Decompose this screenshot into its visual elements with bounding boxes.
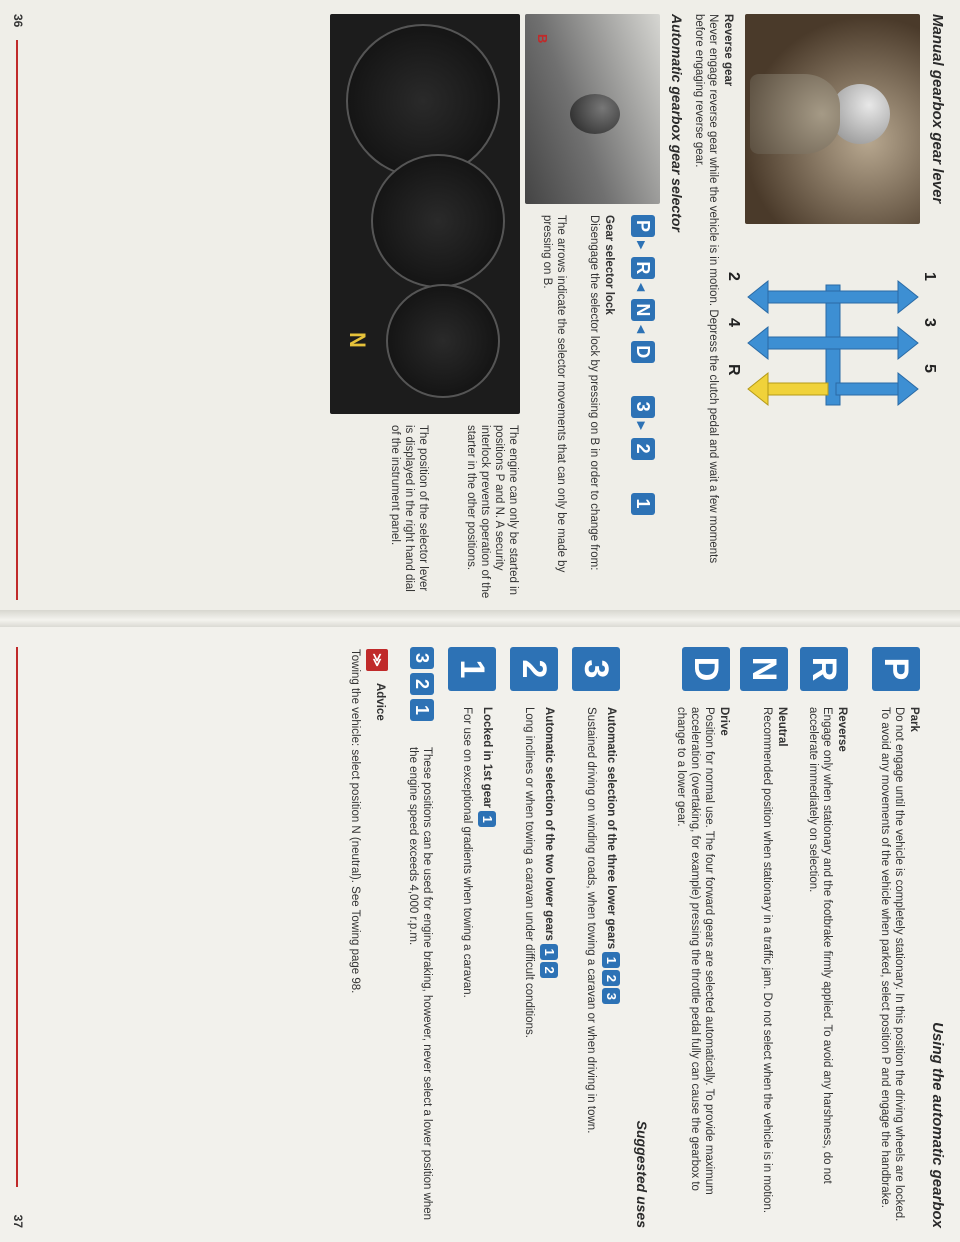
gear-2-label: 2	[725, 272, 742, 281]
fuel-temp-dial	[386, 284, 500, 398]
two-gears-text: Long inclines or when towing a caravan under difficult conditions.	[523, 707, 535, 1038]
mini-1: 1	[478, 811, 496, 827]
advice-heading: Advice	[374, 683, 386, 721]
mini-2: 2	[602, 970, 620, 986]
arrow-right-icon: ▶	[634, 241, 647, 250]
two-gears-heading: Automatic selection of the two lower gears 12	[540, 707, 558, 980]
page-37	[0, 627, 960, 1242]
arrows-explanation: The arrows indicate the selector movements that can only be made by pressing on B.	[541, 215, 567, 573]
shift-pattern-diagram	[745, 255, 920, 425]
mini-2: 2	[540, 962, 558, 978]
automatic-selector-photo	[525, 14, 660, 204]
page-36	[0, 0, 960, 615]
selector-n: N	[631, 299, 655, 321]
engine-start-text: The engine can only be started in positions P and N. A security interlock prevents operation of the starter in the other positions.	[465, 425, 519, 599]
drive-text: Position for normal use. The four forward gears are selected automatically. To provide maximum acceleration (overtaking, for example) pressing the throttle pedal fully can cause the gearbox to change to a lower gear.	[675, 707, 715, 1195]
instrument-panel-photo	[330, 14, 520, 414]
three-gears-heading: Automatic selection of the three lower gears 123	[602, 707, 620, 1006]
reverse-gear-heading: Reverse gear	[722, 14, 734, 87]
engine-braking-text: These positions can be used for engine braking, however, never select a lower position when the engine speed exceeds 4,000 r.p.m.	[407, 747, 433, 1221]
gear-indicator-letter: N	[345, 332, 370, 348]
reverse-gear-text: Never engage reverse gear while the vehicle is in motion. Depress the clutch pedal and wait a few moments before engaging reverse gear.	[693, 14, 719, 564]
page-number-left: 36	[11, 14, 25, 28]
first-gear-heading: Locked in 1st gear 1	[478, 707, 496, 829]
selector-3: 3	[631, 396, 655, 418]
reverse-text: Engage only when stationary and the footbrake firmly applied. To avoid any harshness, do not accelerate immediately on selection.	[807, 707, 833, 1184]
park-heading: Park	[908, 707, 920, 732]
gear-r-label: R	[725, 364, 742, 376]
chevron-logo-icon: ≫	[366, 649, 388, 671]
gear-3-label: 3	[921, 318, 938, 327]
selector-sequence	[631, 215, 655, 610]
suggested-uses-title: Suggested uses	[634, 1120, 650, 1228]
speedometer-dial	[371, 154, 505, 288]
selector-r: R	[631, 257, 655, 279]
arrow-left-icon: ◀	[634, 324, 647, 334]
position-n-block: N	[740, 647, 788, 695]
automatic-gearbox-title: Using the automatic gearbox	[929, 1022, 946, 1228]
mini-1: 1	[540, 944, 558, 960]
manual-gearbox-title: Manual gearbox gear lever	[929, 14, 946, 204]
footer-rule	[16, 40, 18, 600]
position-2-block: 2	[510, 647, 558, 695]
selector-1: 1	[631, 493, 655, 515]
arrow-left-icon: ◀	[634, 282, 647, 292]
page-number-right: 37	[11, 1214, 25, 1228]
mini-1: 1	[602, 952, 620, 968]
position-p-block: P	[872, 647, 920, 695]
first-gear-text: For use on exceptional gradients when towing a caravan.	[461, 707, 473, 998]
automatic-selector-title: Automatic gearbox gear selector	[669, 14, 685, 232]
selector-2: 2	[631, 438, 655, 460]
button-b-marker: B	[535, 34, 550, 44]
position-r-block: R	[800, 647, 848, 695]
selector-p: P	[631, 215, 655, 237]
selector-d: D	[631, 341, 655, 363]
selector-lock-heading: Gear selector lock	[603, 215, 615, 315]
three-gears-text: Sustained driving on winding roads, when towing a caravan or when driving in town.	[585, 707, 597, 1134]
selector-lock-text: Disengage the selector lock by pressing on B in order to change from:	[588, 215, 600, 571]
mini-3: 3	[602, 988, 620, 1004]
arrow-right-icon: ▶	[634, 421, 647, 431]
gear-lever-photo	[745, 14, 920, 224]
position-1-block: 1	[448, 647, 496, 695]
position-3-block: 3	[572, 647, 620, 695]
selector-display-text: The position of the selector lever is displayed in the right hand dial of the instrument panel.	[389, 425, 429, 592]
reverse-heading: Reverse	[836, 707, 848, 752]
gear-1-label: 1	[921, 272, 938, 281]
gear-5-label: 5	[921, 364, 938, 373]
position-d-block: D	[682, 647, 730, 695]
advice-text: Towing the vehicle: select position N (neutral). See Towing page 98.	[349, 649, 361, 994]
neutral-heading: Neutral	[776, 707, 788, 747]
neutral-text: Recommended position when stationary in a traffic jam. Do not select when the vehicle is in motion.	[761, 707, 773, 1214]
gear-4-label: 4	[725, 318, 742, 327]
engine-braking-blocks: 321	[410, 647, 434, 725]
park-text: Do not engage until the vehicle is completely stationary. In this position the driving wheels are locked. To avoid any movements of the vehicle when parked, select position P and engage the handbrake.	[879, 707, 905, 1222]
footer-rule	[16, 647, 18, 1187]
drive-heading: Drive	[718, 707, 730, 736]
